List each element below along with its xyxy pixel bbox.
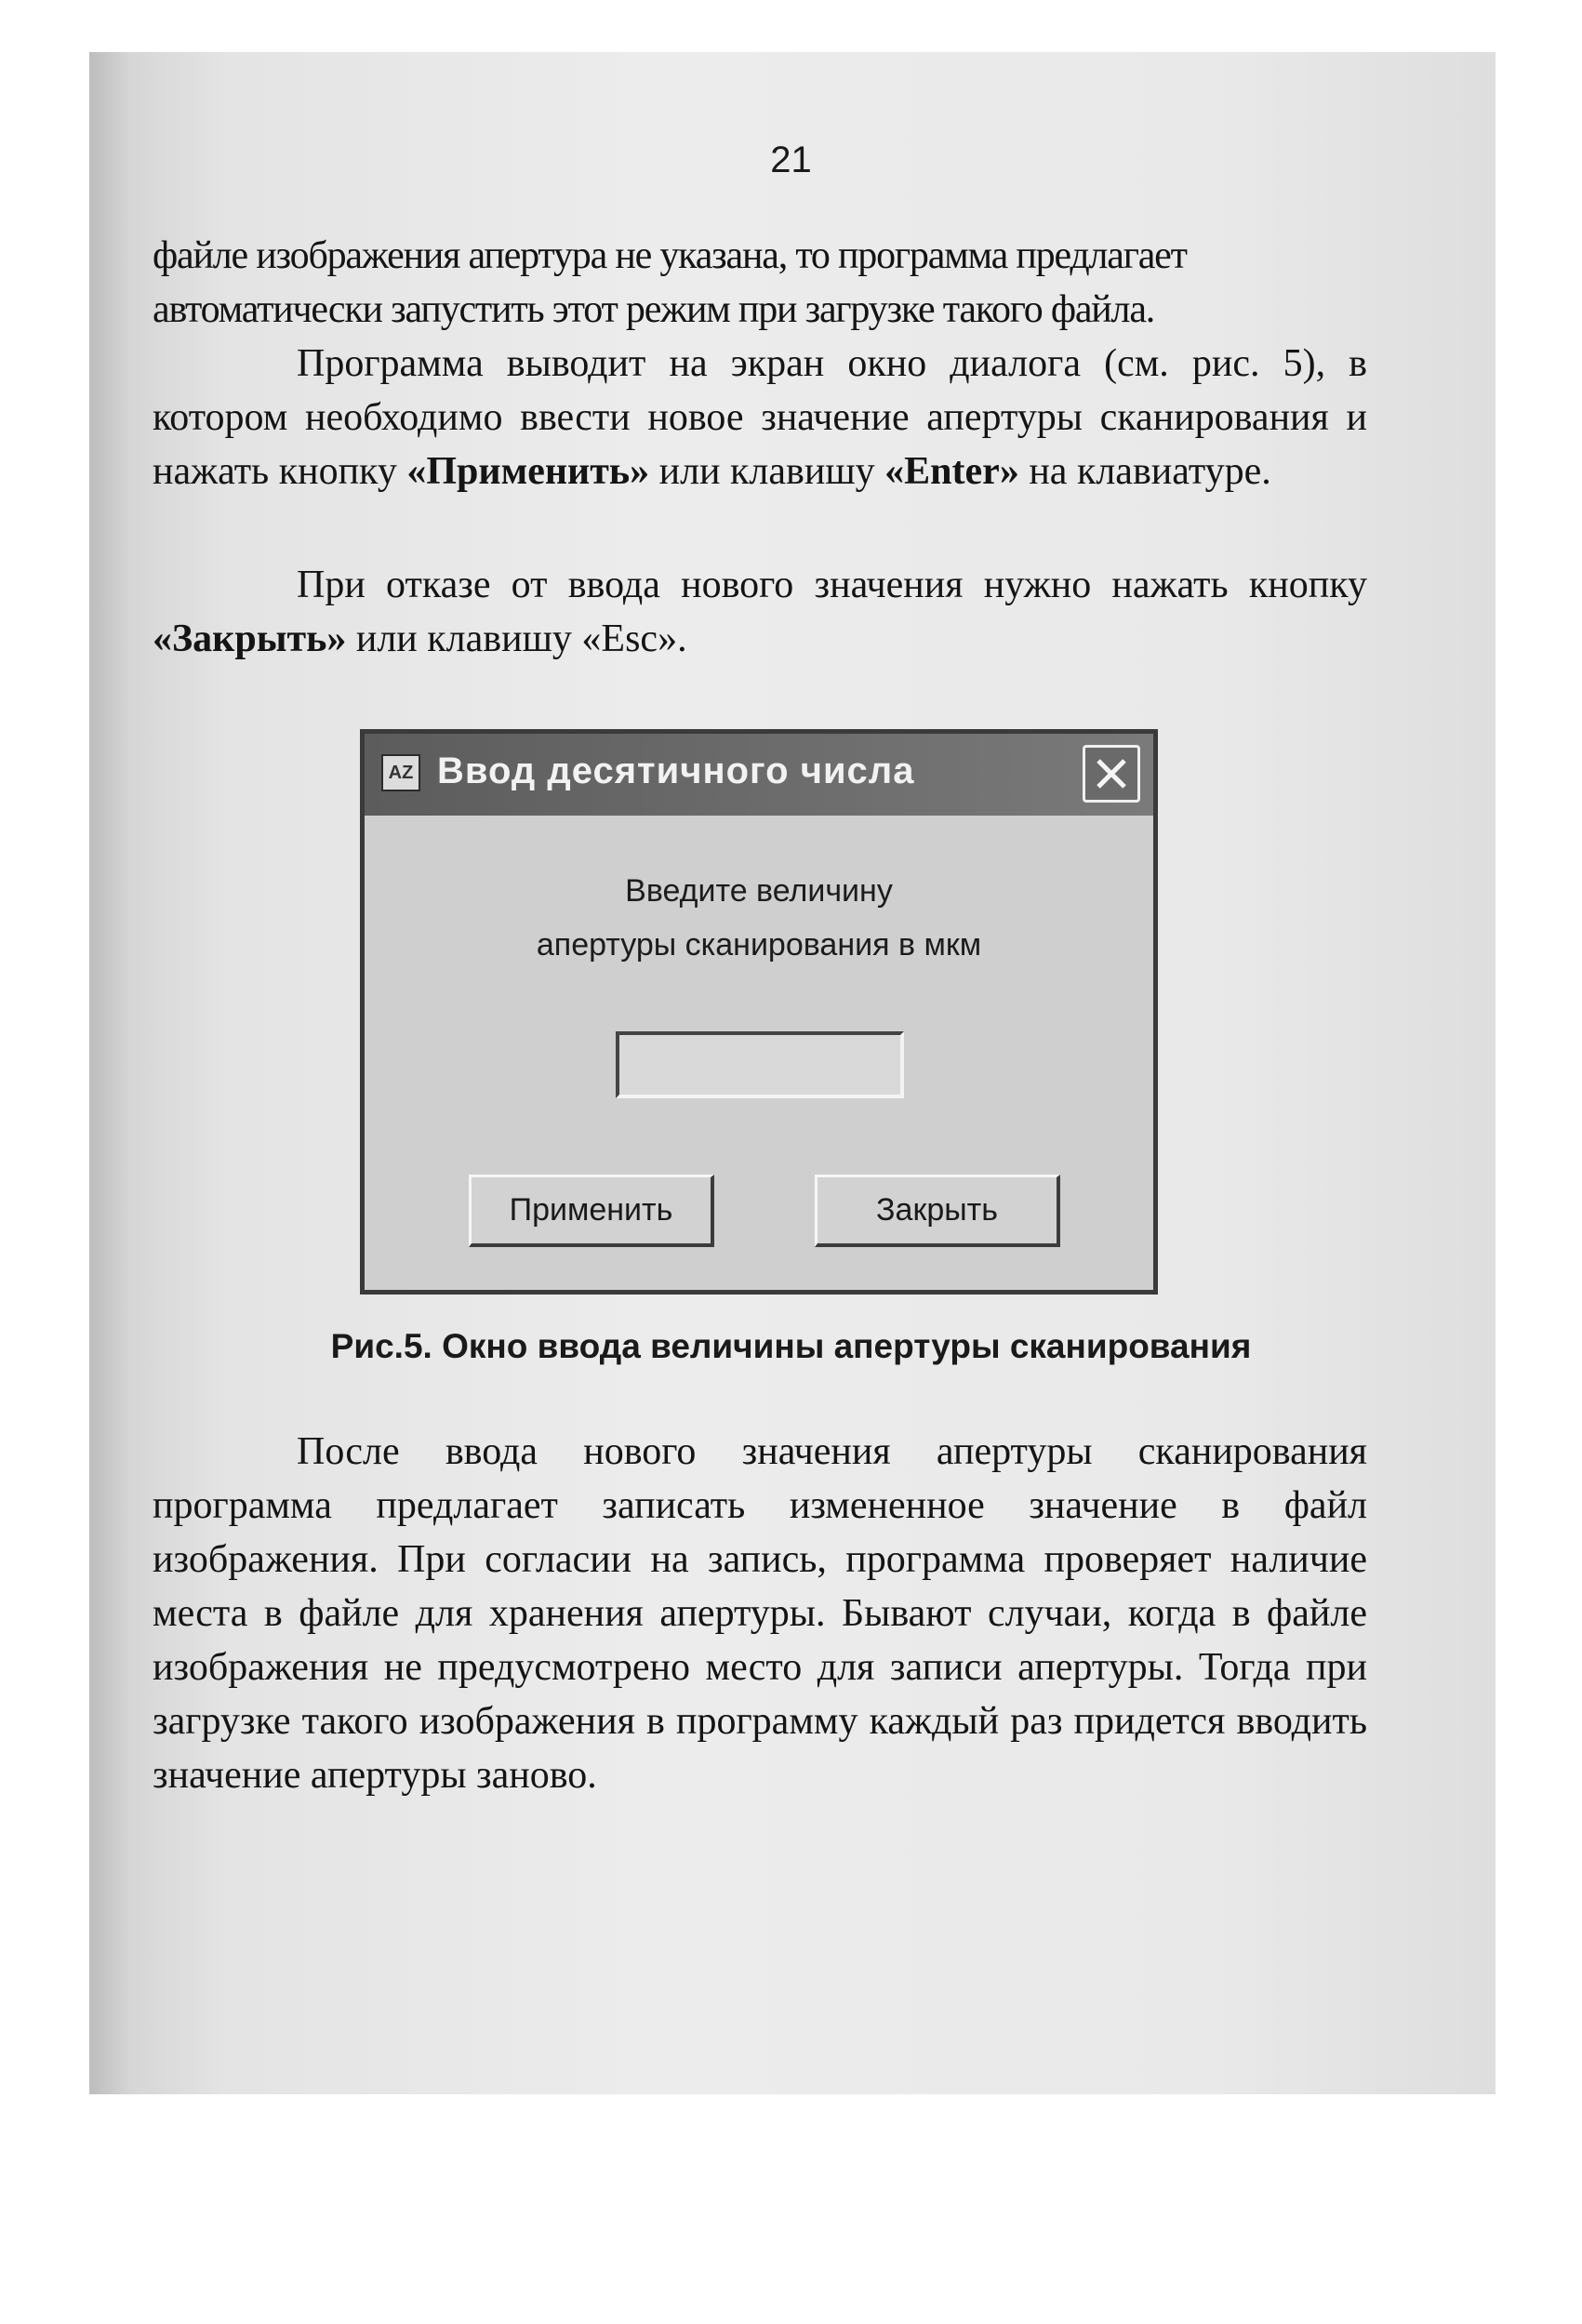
aperture-input[interactable]	[616, 1031, 904, 1098]
decimal-input-dialog	[360, 729, 1158, 1295]
close-icon	[1093, 755, 1130, 792]
top-paragraph	[153, 229, 1367, 337]
top-paragraph-line-1: файле изображения апертура не указана, то программа предлагает	[153, 234, 1187, 277]
enter-quote: «Enter»	[884, 450, 1019, 493]
dialog-description-text-1: Программа выводит на экран окно диалога (см. рис. 5), в котором необходимо ввести новое значение апертуры сканирования и нажать кнопку	[153, 342, 1367, 493]
after-input-text: После ввода нового значения апертуры сканирования программа предлагает записать измененное значение в файл изображения. При согласии на запись, программа проверяет наличие места в файле для хранения апертуры. Бывают случаи, когда в файле изображения не предусмотрено место для записи апертуры. Тогда при загрузке такого изображения в программу каждый раз придется вводить значение апертуры заново.	[153, 1430, 1367, 1797]
dialog-titlebar[interactable]	[365, 734, 1153, 816]
apply-button[interactable]: Применить	[469, 1175, 714, 1247]
after-input-paragraph	[153, 1425, 1367, 1802]
close-button[interactable]: Закрыть	[815, 1175, 1060, 1247]
figure-caption: Рис.5. Окно ввода величины апертуры сканирования	[330, 1327, 1252, 1365]
dialog-description-paragraph	[153, 337, 1367, 498]
page-number: 21	[770, 139, 812, 180]
dialog-title: Ввод десятичного числа	[437, 750, 915, 791]
app-icon: AZ	[381, 754, 420, 791]
refuse-text-2: или клавишу «Esc».	[346, 618, 687, 660]
dialog-description-text-3: на клавиатуре.	[1018, 450, 1271, 493]
prompt-line-1: Введите величину	[625, 873, 893, 909]
prompt-line-2: апертуры сканирования в мкм	[536, 927, 982, 963]
close-window-button[interactable]	[1083, 745, 1140, 803]
refuse-paragraph	[153, 558, 1367, 666]
top-paragraph-line-2: автоматически запустить этот режим при загрузке такого файла.	[153, 288, 1155, 331]
apply-quote: «Применить»	[406, 450, 650, 493]
refuse-text-1: При отказе от ввода нового значения нужно нажать кнопку	[297, 564, 1367, 606]
close-quote: «Закрыть»	[153, 618, 347, 660]
dialog-description-text-2: или клавишу	[649, 450, 885, 493]
